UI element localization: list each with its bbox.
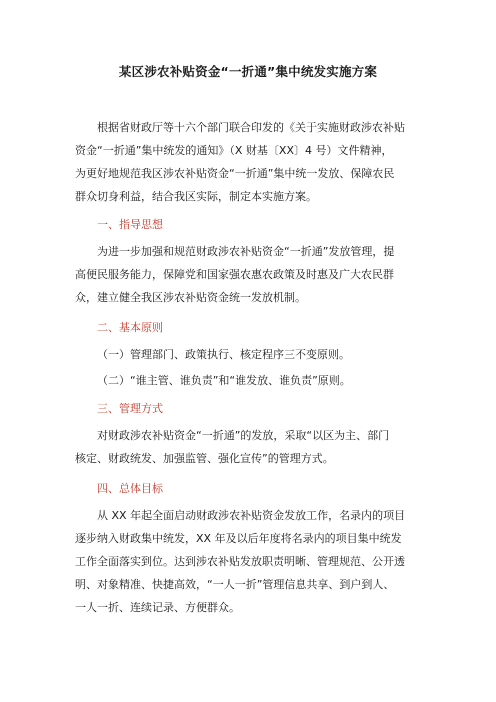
intro-line: 群众切身利益，结合我区实际，制定本实施方案。: [75, 190, 317, 203]
section-heading-overall-goals: 四、总体目标: [97, 482, 163, 495]
section-line: （一）管理部门、政策执行、核定程序三不变原则。: [97, 348, 350, 361]
section-heading-basic-principles: 二、基本原则: [97, 321, 163, 334]
intro-line: 根据省财政厅等十六个部门联合印发的《关于实施财政涉农补贴: [97, 121, 405, 134]
section-line: 为进一步加强和规范财政涉农补贴资金“一折通”发放管理，提: [97, 245, 395, 258]
intro-line: 资金“一折通”集中统发的通知》（X 财基〔XX〕4 号）文件精神，: [75, 144, 393, 157]
section-line: （二）“谁主管、谁负责”和“谁发放、谁负责”原则。: [97, 374, 351, 387]
section-line: 核定、财政统发、加强监管、强化宣传”的管理方式。: [75, 452, 334, 465]
section-line: 从 XX 年起全面启动财政涉农补贴资金发放工作，名录内的项目: [97, 509, 406, 522]
section-line: 众，建立健全我区涉农补贴资金统一发放机制。: [75, 291, 306, 304]
section-line: 工作全面落实到位。达到涉农补贴发放职责明晰、管理规范、公开透: [75, 555, 405, 568]
section-line: 对财政涉农补贴资金“一折通”的发放，采取“以区为主、部门: [97, 429, 390, 442]
section-heading-guiding-ideology: 一、指导思想: [97, 218, 163, 231]
section-line: 逐步纳入财政集中统发，XX 年及以后年度将名录内的项目集中统发: [75, 532, 402, 545]
document-title: 某区涉农补贴资金“一折通”集中统发实施方案: [118, 64, 378, 79]
section-line: 明、对象精准、快捷高效，“一人一折”管理信息共享、到户到人、: [75, 578, 395, 591]
section-line: 高便民服务能力，保障党和国家强农惠农政策及时惠及广大农民群: [75, 268, 394, 281]
section-line: 一人一折、连续记录、方便群众。: [75, 601, 240, 614]
intro-line: 为更好地规范我区涉农补贴资金“一折通”集中统一发放、保障农民: [75, 167, 395, 180]
section-heading-management-method: 三、管理方式: [97, 402, 163, 415]
